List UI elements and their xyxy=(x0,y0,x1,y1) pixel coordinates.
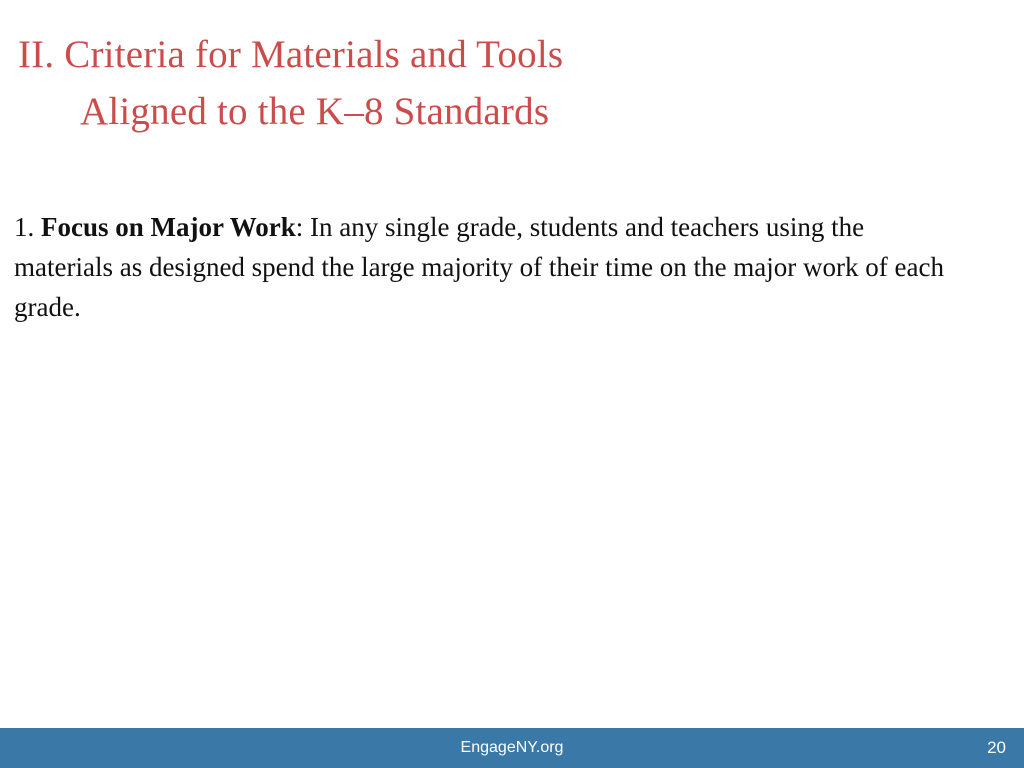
footer-site-label: EngageNY.org xyxy=(460,739,564,756)
criteria-item-lead: Focus on Major Work xyxy=(41,212,296,242)
criteria-item-1 xyxy=(14,207,954,327)
footer-bar xyxy=(0,728,1024,768)
criteria-item-text: : In any single grade, students and teachers using the materials as designed spend the large majority of their time on the major work of each grade. xyxy=(14,212,944,322)
page-title-line-1: II. Criteria for Materials and Tools xyxy=(18,33,564,76)
footer-page-number: 20 xyxy=(987,738,1006,757)
page-title-line-2: Aligned to the K–8 Standards xyxy=(80,90,550,133)
page-title xyxy=(18,26,978,140)
criteria-item-number: 1. xyxy=(14,212,35,242)
